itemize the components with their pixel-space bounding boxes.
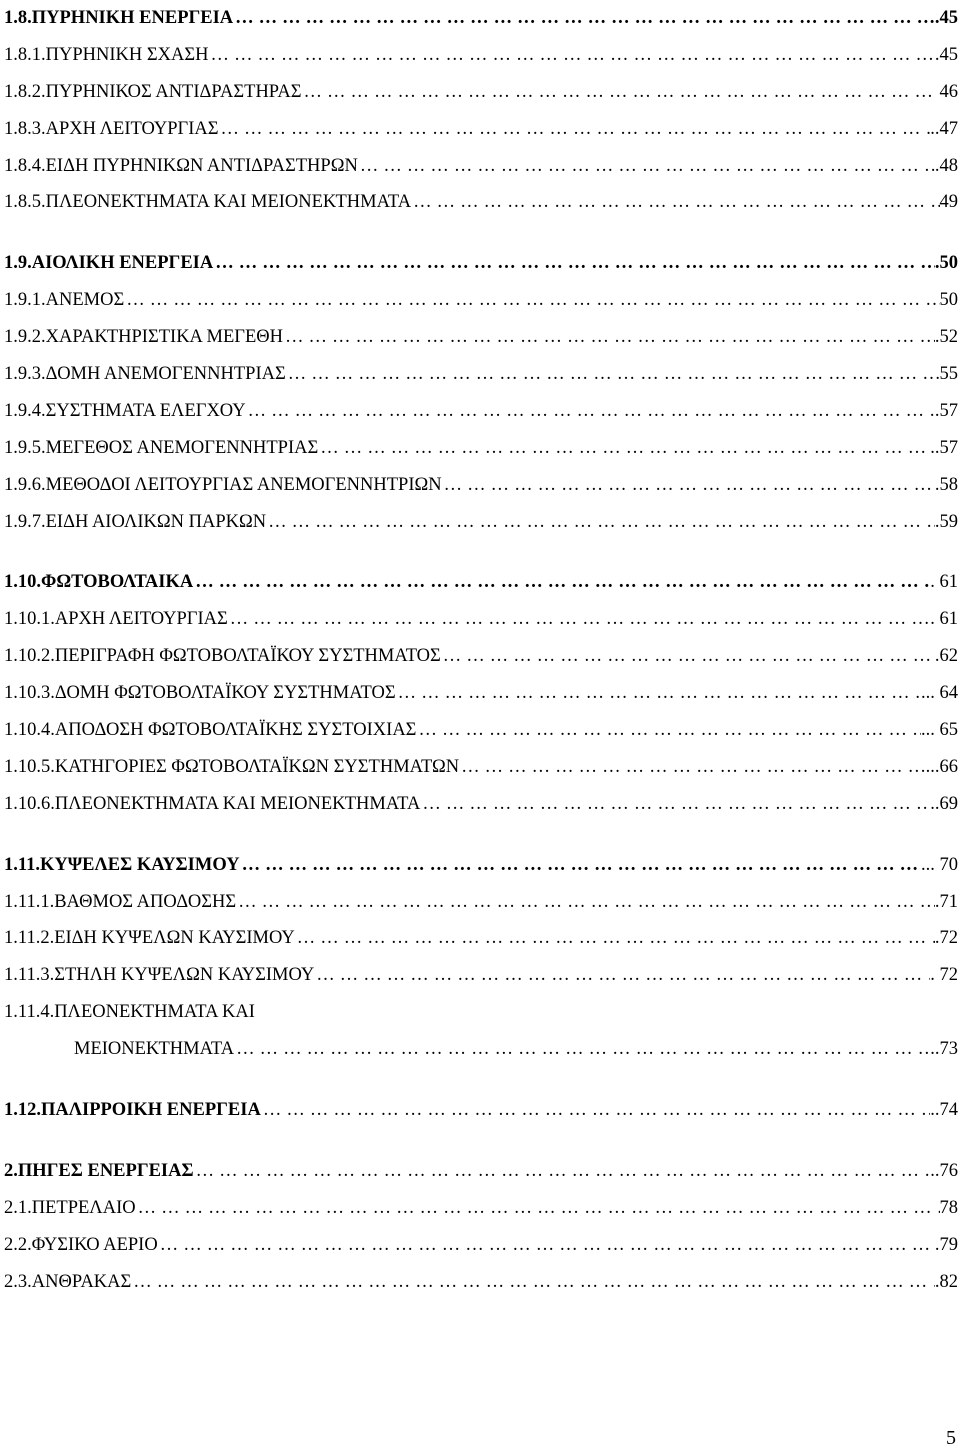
toc-entry	[4, 749, 958, 786]
dot-leader	[219, 111, 931, 148]
toc-entry-page: ... 70	[921, 854, 958, 875]
toc-entry-title: 1.9.3.ΔΟΜΗ ΑΝΕΜΟΓΕΝΝΗΤΡΙΑΣ	[4, 364, 286, 385]
toc-entry	[4, 786, 958, 823]
toc-entry	[4, 111, 958, 148]
toc-entry	[4, 430, 958, 467]
toc-entry	[4, 1190, 958, 1227]
toc-entry-title: 1.11.4.ΠΛΕΟΝΕΚΤΗΜΑΤΑ ΚΑΙ	[4, 1002, 255, 1023]
toc-entry-title: 1.10.2.ΠΕΡΙΓΡΑΦΗ ΦΩΤΟΒΟΛΤΑΪΚΟΥ ΣΥΣΤΗΜΑΤΟΣ	[4, 646, 441, 667]
dot-leader	[286, 356, 940, 393]
dot-leader	[261, 1092, 930, 1129]
toc-entry	[4, 0, 958, 37]
toc-entry	[4, 712, 958, 749]
toc-entry-page: 46	[939, 81, 958, 102]
dot-leader	[396, 675, 921, 712]
dot-leader	[302, 74, 940, 111]
toc-entry-page: .57	[934, 400, 958, 421]
toc-entry	[4, 1153, 958, 1190]
toc-entry-title: 1.8.ΠΥΡΗΝΙΚΗ ΕΝΕΡΓΕΙΑ	[4, 8, 234, 28]
dot-leader	[194, 1153, 931, 1190]
toc-entry-title: 1.10.4.ΑΠΟΔΟΣΗ ΦΩΤΟΒΟΛΤΑΪΚΗΣ ΣΥΣΤΟΙΧΙΑΣ	[4, 720, 417, 741]
toc-entry	[4, 884, 958, 921]
dot-leader	[295, 920, 935, 957]
toc-entry-page: .52	[934, 327, 958, 348]
toc-entry	[4, 638, 958, 675]
dot-leader	[358, 148, 935, 185]
toc-entry-page: ..69	[930, 793, 958, 814]
dot-leader	[318, 430, 930, 467]
toc-entry-page: .50	[934, 253, 958, 274]
toc-entry-page: ... 65	[921, 720, 958, 741]
toc-entry-title: 2.3.ΑΝΘΡΑΚΑΣ	[4, 1271, 132, 1292]
toc-entry-page: .72	[934, 928, 958, 949]
toc-entry-page: . 61	[930, 572, 958, 593]
toc-entry	[4, 847, 958, 884]
page-number: 5	[946, 1427, 956, 1449]
toc-entry	[4, 245, 958, 282]
toc-entry	[4, 994, 958, 1031]
toc-entry-title: 1.9.6.ΜΕΘΟΔΟΙ ΛΕΙΤΟΥΡΓΙΑΣ ΑΝΕΜΟΓΕΝΝΗΤΡΙΩΝ	[4, 474, 442, 495]
toc-entry	[4, 1227, 958, 1264]
dot-leader	[236, 884, 935, 921]
toc-entry-page: .79	[934, 1234, 958, 1255]
toc-entry-title: 1.11.1.ΒΑΘΜΟΣ ΑΠΟΔΟΣΗΣ	[4, 891, 237, 912]
toc-entry-title: 2.2.ΦΥΣΙΚΟ ΑΕΡΙΟ	[4, 1234, 158, 1255]
toc-entry	[4, 467, 958, 504]
toc-entry	[4, 319, 958, 356]
toc-entry-page: .45	[934, 8, 958, 28]
toc-entry-page: ..76	[930, 1160, 958, 1181]
toc-entry-title: 1.8.1.ΠΥΡΗΝΙΚΗ ΣΧΑΣΗ	[4, 44, 209, 65]
table-of-contents	[4, 0, 958, 1301]
toc-entry-page: . 61	[930, 609, 958, 630]
dot-leader	[416, 712, 921, 749]
toc-entry-page: .58	[934, 474, 958, 495]
toc-entry	[4, 148, 958, 185]
dot-leader	[420, 786, 930, 823]
dot-leader	[124, 282, 939, 319]
toc-entry-title: 1.8.4.ΕΙΔΗ ΠΥΡΗΝΙΚΩΝ ΑΝΤΙΔΡΑΣΤΗΡΩΝ	[4, 155, 358, 176]
toc-entry-title: 1.9.7.ΕΙΔΗ ΑΙΟΛΙΚΩΝ ΠΑΡΚΩΝ	[4, 511, 267, 532]
toc-entry-page: .62	[934, 646, 958, 667]
dot-leader	[240, 847, 921, 884]
toc-entry-page: .48	[934, 155, 958, 176]
toc-entry	[4, 393, 958, 430]
dot-leader	[442, 467, 935, 504]
toc-entry	[4, 1092, 958, 1129]
toc-entry-title: 1.9.2.ΧΑΡΑΚΤΗΡΙΣΤΙΚΑ ΜΕΓΕΘΗ	[4, 327, 283, 348]
toc-entry-page: ..57	[930, 437, 958, 458]
dot-leader	[459, 749, 926, 786]
toc-entry	[4, 356, 958, 393]
toc-entry-title: 1.10.3.ΔΟΜΗ ΦΩΤΟΒΟΛΤΑΪΚΟΥ ΣΥΣΤΗΜΑΤΟΣ	[4, 683, 396, 704]
dot-leader	[411, 184, 939, 221]
toc-entry-page: . 72	[930, 965, 958, 986]
toc-entry-title: 1.9.ΑΙΟΛΙΚΗ ΕΝΕΡΓΕΙΑ	[4, 253, 214, 274]
dot-leader	[158, 1227, 935, 1264]
toc-entry-title: 1.8.3.ΑΡΧΗ ΛΕΙΤΟΥΡΓΙΑΣ	[4, 118, 219, 139]
toc-entry-title: 1.11.ΚΥΨΕΛΕΣ ΚΑΥΣΙΜΟΥ	[4, 854, 240, 875]
toc-entry-title: 1.10.5.ΚΑΤΗΓΟΡΙΕΣ ΦΩΤΟΒΟΛΤΑΪΚΩΝ ΣΥΣΤΗΜΑΤΩΝ	[4, 756, 460, 777]
toc-entry-title: 1.8.5.ΠΛΕΟΝΕΚΤΗΜΑΤΑ ΚΑΙ ΜΕΙΟΝΕΚΤΗΜΑΤΑ	[4, 192, 412, 213]
toc-entry	[4, 37, 958, 74]
toc-entry-title: 1.10.ΦΩΤΟΒΟΛΤΑΙΚΑ	[4, 572, 194, 593]
toc-entry-page: 50	[939, 290, 958, 311]
toc-entry-title: 1.9.1.ΑΝΕΜΟΣ	[4, 290, 125, 311]
dot-leader	[213, 245, 935, 282]
dot-leader	[228, 601, 930, 638]
toc-entry-page: 49	[939, 192, 958, 213]
toc-entry-page: ..47	[930, 118, 958, 139]
toc-entry-title: 1.9.5.ΜΕΓΕΘΟΣ ΑΝΕΜΟΓΕΝΝΗΤΡΙΑΣ	[4, 437, 319, 458]
dot-leader	[234, 1031, 930, 1068]
toc-entry-title: 2.ΠΗΓΕΣ ΕΝΕΡΓΕΙΑΣ	[4, 1160, 194, 1181]
toc-entry-page: 55	[939, 364, 958, 385]
dot-leader	[441, 638, 935, 675]
dot-leader	[283, 319, 935, 356]
toc-entry-title: 1.8.2.ΠΥΡΗΝΙΚΟΣ ΑΝΤΙΔΡΑΣΤΗΡΑΣ	[4, 81, 302, 102]
toc-entry-page: .45	[934, 44, 958, 65]
toc-entry	[4, 564, 958, 601]
toc-entry	[4, 282, 958, 319]
toc-entry	[4, 504, 958, 541]
dot-leader	[246, 393, 935, 430]
toc-entry	[4, 957, 958, 994]
toc-entry	[4, 74, 958, 111]
toc-entry-continuation	[4, 1031, 958, 1068]
toc-entry-title: ΜΕΙΟΝΕΚΤΗΜΑΤΑ	[74, 1039, 235, 1060]
toc-entry-page: .82	[934, 1271, 958, 1292]
dot-leader	[131, 1264, 935, 1301]
dot-leader	[193, 564, 930, 601]
toc-entry	[4, 184, 958, 221]
toc-entry-page: ..73	[930, 1039, 958, 1060]
toc-entry-page: ..74	[930, 1100, 958, 1121]
toc-entry-title: 2.1.ΠΕΤΡΕΛΑΙΟ	[4, 1197, 136, 1218]
dot-leader	[136, 1190, 940, 1227]
toc-entry-title: 1.11.3.ΣΤΗΛΗ ΚΥΨΕΛΩΝ ΚΑΥΣΙΜΟΥ	[4, 965, 315, 986]
toc-entry-title: 1.10.6.ΠΛΕΟΝΕΚΤΗΜΑΤΑ ΚΑΙ ΜΕΙΟΝΕΚΤΗΜΑΤΑ	[4, 793, 421, 814]
toc-entry-title: 1.10.1.ΑΡΧΗ ΛΕΙΤΟΥΡΓΙΑΣ	[4, 609, 228, 630]
dot-leader	[266, 504, 935, 541]
toc-entry-title: 1.12.ΠΑΛΙΡΡΟΙΚΗ ΕΝΕΡΓΕΙΑ	[4, 1100, 261, 1121]
toc-entry	[4, 601, 958, 638]
toc-entry-page: .71	[934, 891, 958, 912]
toc-entry-page: ... 64	[921, 683, 958, 704]
toc-entry	[4, 920, 958, 957]
toc-entry-title: 1.11.2.ΕΙΔΗ ΚΥΨΕΛΩΝ ΚΑΥΣΙΜΟΥ	[4, 928, 295, 949]
dot-leader	[208, 37, 934, 74]
toc-entry	[4, 1264, 958, 1301]
toc-entry-title: 1.9.4.ΣΥΣΤΗΜΑΤΑ ΕΛΕΓΧΟΥ	[4, 400, 246, 421]
dot-leader	[233, 0, 935, 37]
dot-leader	[314, 957, 930, 994]
toc-entry	[4, 675, 958, 712]
toc-entry-page: ...66	[925, 756, 958, 777]
toc-entry-page: 78	[939, 1197, 958, 1218]
toc-entry-page: .59	[934, 511, 958, 532]
